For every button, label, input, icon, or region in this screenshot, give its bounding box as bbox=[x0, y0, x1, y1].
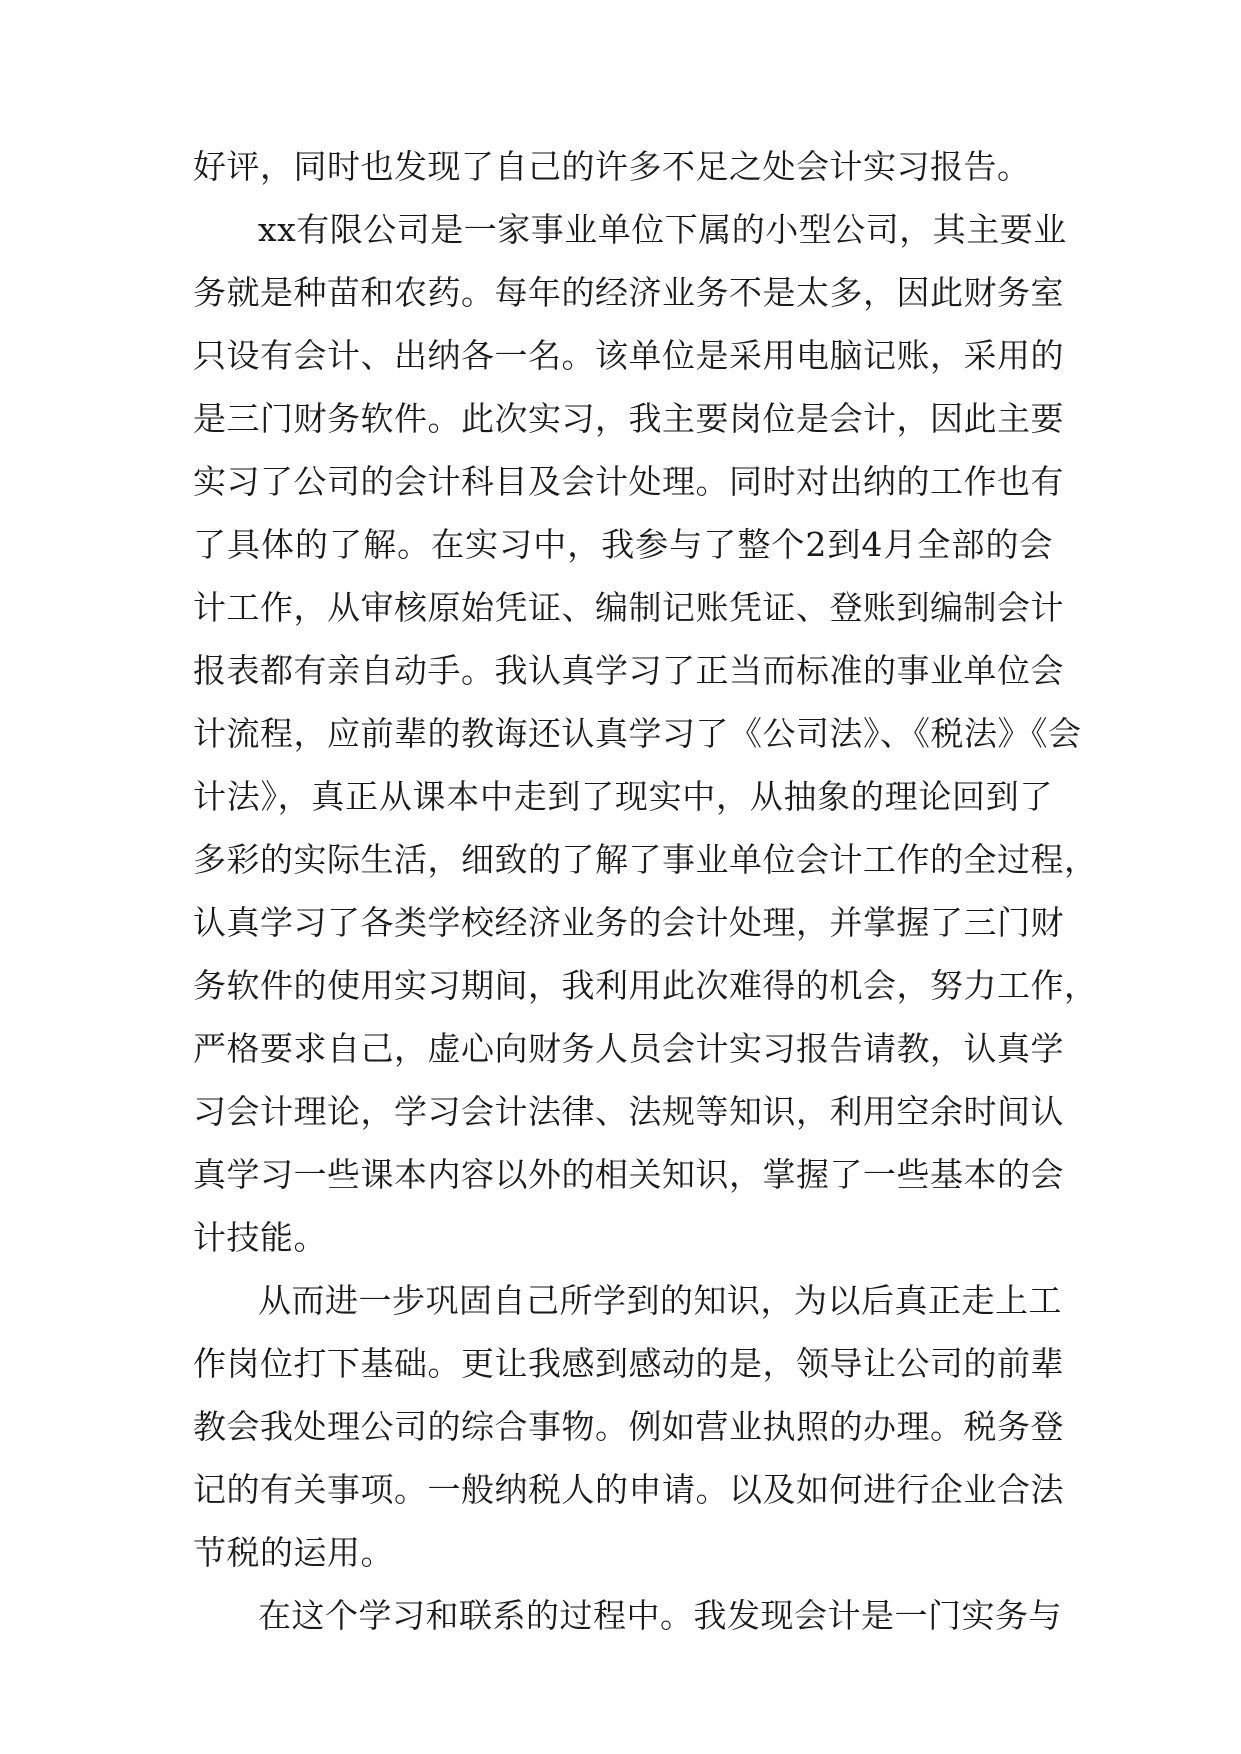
text-line: 计工作，从审核原始凭证、编制记账凭证、登账到编制会计 bbox=[193, 588, 1064, 627]
text-line: 好评，同时也发现了自己的许多不足之处会计实习报告。 bbox=[193, 147, 1031, 186]
text-line: 只设有会计、出纳各一名。该单位是采用电脑记账，采用的 bbox=[193, 336, 1064, 375]
text-line: 真学习一些课本内容以外的相关知识，掌握了一些基本的会 bbox=[193, 1155, 1064, 1194]
text-line: 从而进一步巩固自己所学到的知识，为以后真正走上工 bbox=[258, 1281, 1062, 1320]
text-line: 节税的运用。 bbox=[193, 1533, 394, 1572]
text-line: 严格要求自己，虚心向财务人员会计实习报告请教，认真学 bbox=[193, 1029, 1064, 1068]
text-line: 记的有关事项。一般纳税人的申请。以及如何进行企业合法 bbox=[193, 1470, 1064, 1509]
text-line: 计技能。 bbox=[193, 1218, 327, 1257]
text-line: 务就是种苗和农药。每年的经济业务不是太多，因此财务室 bbox=[193, 273, 1064, 312]
text-line: 是三门财务软件。此次实习，我主要岗位是会计，因此主要 bbox=[193, 399, 1064, 438]
text-line: 务软件的使用实习期间，我利用此次难得的机会，努力工作， bbox=[193, 966, 1098, 1005]
text-line: 报表都有亲自动手。我认真学习了正当而标准的事业单位会 bbox=[193, 651, 1064, 690]
text-line: 多彩的实际生活，细致的了解了事业单位会计工作的全过程， bbox=[193, 840, 1098, 879]
text-line: xx有限公司是一家事业单位下属的小型公司，其主要业 bbox=[258, 210, 1067, 249]
text-line: 认真学习了各类学校经济业务的会计处理，并掌握了三门财 bbox=[193, 903, 1064, 942]
text-line: 实习了公司的会计科目及会计处理。同时对出纳的工作也有 bbox=[193, 462, 1064, 501]
text-line: 在这个学习和联系的过程中。我发现会计是一门实务与 bbox=[258, 1596, 1062, 1635]
text-line: 了具体的了解。在实习中，我参与了整个2到4月全部的会 bbox=[193, 525, 1053, 564]
text-line: 教会我处理公司的综合事物。例如营业执照的办理。税务登 bbox=[193, 1407, 1064, 1446]
text-line: 习会计理论，学习会计法律、法规等知识，利用空余时间认 bbox=[193, 1092, 1064, 1131]
text-line: 计法》，真正从课本中走到了现实中，从抽象的理论回到了 bbox=[193, 777, 1053, 816]
text-line: 作岗位打下基础。更让我感到感动的是，领导让公司的前辈 bbox=[193, 1344, 1064, 1383]
text-line: 计流程，应前辈的教诲还认真学习了《公司法》、《税法》《会 bbox=[193, 714, 1082, 753]
